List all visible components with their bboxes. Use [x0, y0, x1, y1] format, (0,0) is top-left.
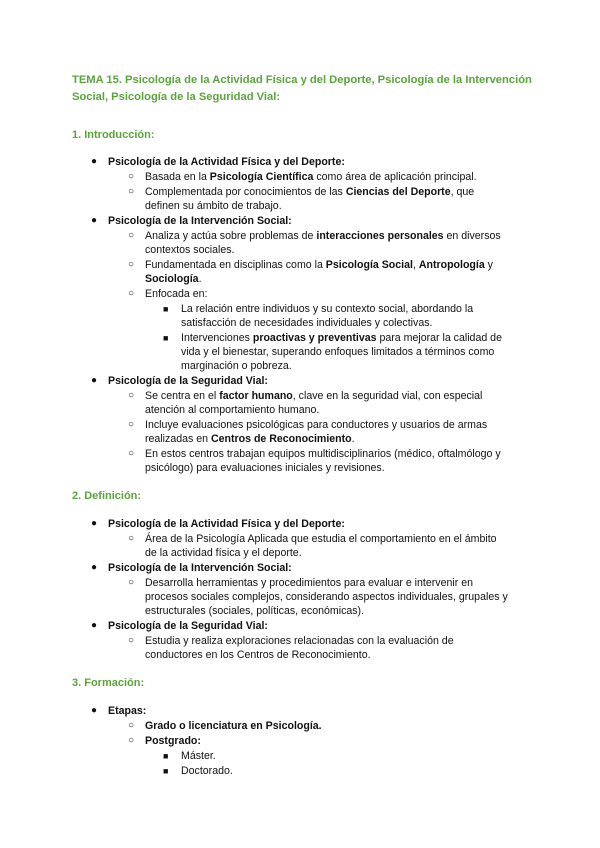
intro-sv-item-1-cont: atención al comportamiento humano.	[145, 404, 320, 416]
heading-introduccion: 1. Introducción:	[72, 129, 155, 141]
intro-is-label: Psicología de la Intervención Social:	[108, 215, 292, 227]
intro-is-item-2: Fundamentada en disciplinas como la Psicología Social, Antropología y	[145, 259, 493, 271]
document-title: TEMA 15. Psicología de la Actividad Física y del Deporte, Psicología de la Intervención Social, Psicología de la Seguridad Vial:	[72, 74, 532, 103]
intro-af-item-2: Complementada por conocimientos de las Ciencias del Deporte, que	[145, 186, 475, 198]
def-af-text: Área de la Psicología Aplicada que estudia el comportamiento en el ámbito	[145, 533, 497, 545]
bullet-l2: ○	[128, 390, 135, 401]
bullet-l1: ●	[91, 620, 98, 631]
def-is-label: Psicología de la Intervención Social:	[108, 562, 292, 574]
intro-is-item-1: Analiza y actúa sobre problemas de interacciones personales en diversos	[145, 230, 501, 242]
intro-is-item-1-cont: contextos sociales.	[145, 244, 235, 256]
heading-definicion: 2. Definición:	[72, 490, 142, 502]
def-af-label: Psicología de la Actividad Física y del Deporte:	[108, 518, 345, 530]
bullet-l2: ○	[128, 259, 135, 270]
intro-is-subitem-2-cont: vida y el bienestar, superando enfoques limitados a términos como	[181, 346, 495, 358]
intro-is-item-3: Enfocada en:	[145, 288, 208, 300]
intro-af-item-1: Basada en la Psicología Científica como área de aplicación principal.	[145, 171, 477, 183]
bullet-l2: ○	[128, 533, 135, 544]
bullet-l2: ○	[128, 735, 135, 746]
form-etapas: Etapas:	[108, 705, 147, 717]
def-sv-text-cont: conductores en los Centros de Reconocimiento.	[145, 649, 371, 661]
form-grado: Grado o licenciatura en Psicología.	[145, 720, 322, 732]
intro-sv-item-1: Se centra en el factor humano, clave en la seguridad vial, con especial	[145, 390, 483, 402]
intro-is-item-2-cont: Sociología.	[145, 273, 202, 285]
bullet-l1: ●	[91, 215, 98, 226]
bullet-l1: ●	[91, 518, 98, 529]
def-is-text-cont2: estructurales (sociales, políticas, económicas).	[145, 605, 365, 617]
intro-sv-item-3: En estos centros trabajan equipos multidisciplinarios (médico, oftalmólogo y	[145, 448, 501, 460]
bullet-l2: ○	[128, 419, 135, 430]
form-postgrado: Postgrado:	[145, 735, 201, 747]
bullet-l1: ●	[91, 705, 98, 716]
intro-is-subitem-2-cont2: marginación o pobreza.	[181, 360, 292, 372]
def-sv-label: Psicología de la Seguridad Vial:	[108, 620, 268, 632]
intro-af-item-2-cont: definen su ámbito de trabajo.	[145, 200, 282, 212]
bullet-l2: ○	[128, 288, 135, 299]
bullet-l2: ○	[128, 720, 135, 731]
def-is-text: Desarrolla herramientas y procedimientos para evaluar e intervenir en	[145, 577, 473, 589]
bullet-l2: ○	[128, 186, 135, 197]
def-is-text-cont: procesos sociales complejos, considerando aspectos individuales, grupales y	[145, 591, 508, 603]
def-sv-text: Estudia y realiza exploraciones relacionadas con la evaluación de	[145, 635, 454, 647]
intro-sv-label: Psicología de la Seguridad Vial:	[108, 375, 268, 387]
bullet-l2: ○	[128, 171, 135, 182]
bullet-l2: ○	[128, 635, 135, 646]
form-doctorado: Doctorado.	[181, 765, 233, 777]
intro-is-subitem-2: Intervenciones proactivas y preventivas para mejorar la calidad de	[181, 332, 502, 344]
intro-sv-item-2: Incluye evaluaciones psicológicas para conductores y usuarios de armas	[145, 419, 488, 431]
bullet-l1: ●	[91, 156, 98, 167]
heading-formacion: 3. Formación:	[72, 677, 145, 689]
bullet-l3: ■	[163, 766, 169, 776]
bullet-l1: ●	[91, 562, 98, 573]
form-master: Máster.	[181, 750, 216, 762]
intro-sv-item-2-cont: realizadas en Centros de Reconocimiento.	[145, 433, 355, 445]
intro-sv-item-3-cont: psicólogo) para evaluaciones iniciales y revisiones.	[145, 462, 385, 474]
bullet-l2: ○	[128, 448, 135, 459]
bullet-l1: ●	[91, 375, 98, 386]
def-af-text-cont: de la actividad física y el deporte.	[145, 547, 302, 559]
bullet-l3: ■	[163, 304, 169, 314]
bullet-l2: ○	[128, 230, 135, 241]
bullet-l3: ■	[163, 751, 169, 761]
bullet-l2: ○	[128, 577, 135, 588]
intro-af-label: Psicología de la Actividad Física y del Deporte:	[108, 156, 345, 168]
bullet-l3: ■	[163, 333, 169, 343]
intro-is-subitem-1-cont: satisfacción de necesidades individuales y colectivas.	[181, 317, 433, 329]
intro-is-subitem-1: La relación entre individuos y su contexto social, abordando la	[181, 303, 474, 315]
